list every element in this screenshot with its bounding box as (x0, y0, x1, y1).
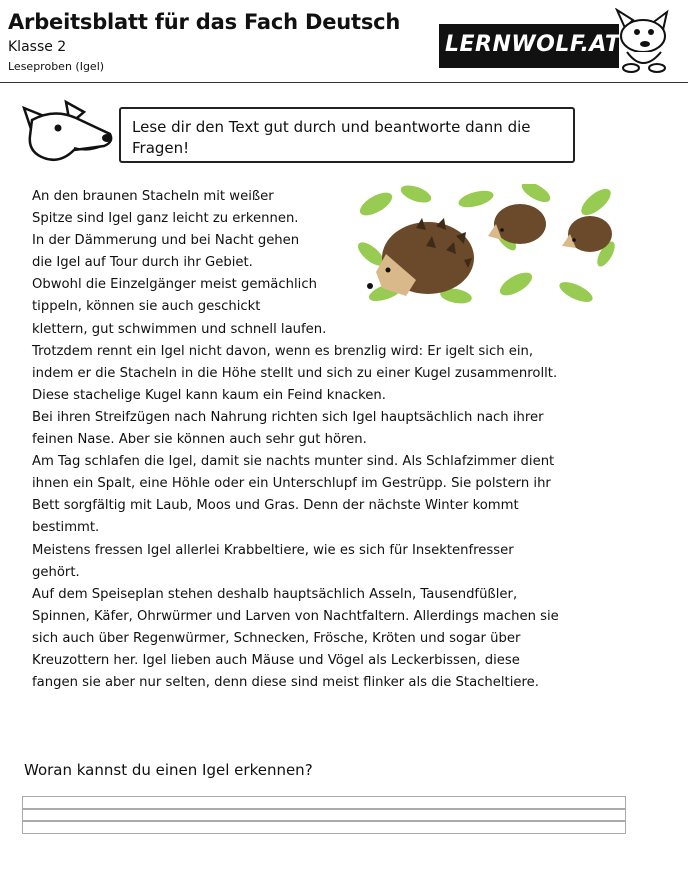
reading-line: Bei ihren Streifzügen nach Nahrung richten sich Igel hauptsächlich nach ihrer (32, 409, 544, 425)
category-label: Leseproben (Igel) (8, 60, 105, 73)
reading-line: Meistens fressen Igel allerlei Krabbeltiere, wie es sich für Insektenfresser (32, 542, 514, 558)
reading-line: ihnen ein Spalt, eine Höhle oder ein Unterschlupf im Gestrüpp. Sie polstern ihr (32, 476, 551, 492)
header-divider (0, 82, 688, 83)
answer-lines[interactable] (22, 796, 626, 834)
reading-line: fangen sie aber nur selten, denn diese sind meist flinker als die Stacheltiere. (32, 675, 539, 691)
reading-line: Spitze sind Igel ganz leicht zu erkennen. (32, 211, 299, 227)
reading-line: feinen Nase. Aber sie können auch sehr gut hören. (32, 432, 367, 448)
reading-line: Auf dem Speiseplan stehen deshalb hauptsächlich Asseln, Tausendfüßler, (32, 586, 518, 602)
reading-line: An den braunen Stacheln mit weißer (32, 189, 274, 204)
reading-line: indem er die Stacheln in die Höhe stellt und sich zu einer Kugel zusammenrollt. (32, 365, 558, 381)
reading-line: Trotzdem rennt ein Igel nicht davon, wenn es brenzlig wird: Er igelt sich ein, (32, 343, 534, 359)
reading-line: Spinnen, Käfer, Ohrwürmer und Larven von Nachtfaltern. Allerdings machen sie (32, 608, 559, 624)
answer-line (23, 820, 625, 822)
reading-intro (32, 186, 350, 341)
reading-line: Obwohl die Einzelgänger meist gemächlich (32, 277, 317, 293)
dog-head-icon (14, 98, 114, 168)
reading-line: Bett sorgfältig mit Laub, Moos und Gras. Denn der nächste Winter kommt (32, 498, 519, 514)
reading-line: die Igel auf Tour durch ihr Gebiet. (32, 255, 253, 271)
instruction-text: Lese dir den Text gut durch und beantworte dann die Fragen! (132, 118, 531, 157)
reading-line: Diese stachelige Kugel kann kaum ein Feind knacken. (32, 387, 386, 403)
grade-label: Klasse 2 (8, 39, 67, 55)
reading-line: sich auch über Regenwürmer, Schnecken, Frösche, Kröten und sogar über (32, 630, 521, 646)
lernwolf-logo (437, 8, 677, 74)
worksheet-header (0, 0, 688, 84)
reading-line: bestimmt. (32, 520, 100, 536)
question-text: Woran kannst du einen Igel erkennen? (24, 761, 313, 779)
reading-line: gehört. (32, 564, 80, 580)
reading-line: Am Tag schlafen die Igel, damit sie nachts munter sind. Als Schlafzimmer dient (32, 454, 555, 470)
reading-line: klettern, gut schwimmen und schnell laufen. (32, 321, 327, 337)
reading-line: Kreuzottern her. Igel lieben auch Mäuse und Vögel als Leckerbissen, diese (32, 652, 520, 668)
reading-text (32, 186, 642, 694)
instruction-speech-bubble (119, 107, 575, 163)
answer-line (23, 808, 625, 810)
page-title: Arbeitsblatt für das Fach Deutsch (8, 10, 401, 34)
logo-text: LERNWOLF.AT (445, 32, 621, 57)
reading-line: In der Dämmerung und bei Nacht gehen (32, 233, 300, 249)
wolf-mascot-icon (607, 8, 677, 74)
reading-line: tippeln, können sie auch geschickt (32, 299, 261, 315)
